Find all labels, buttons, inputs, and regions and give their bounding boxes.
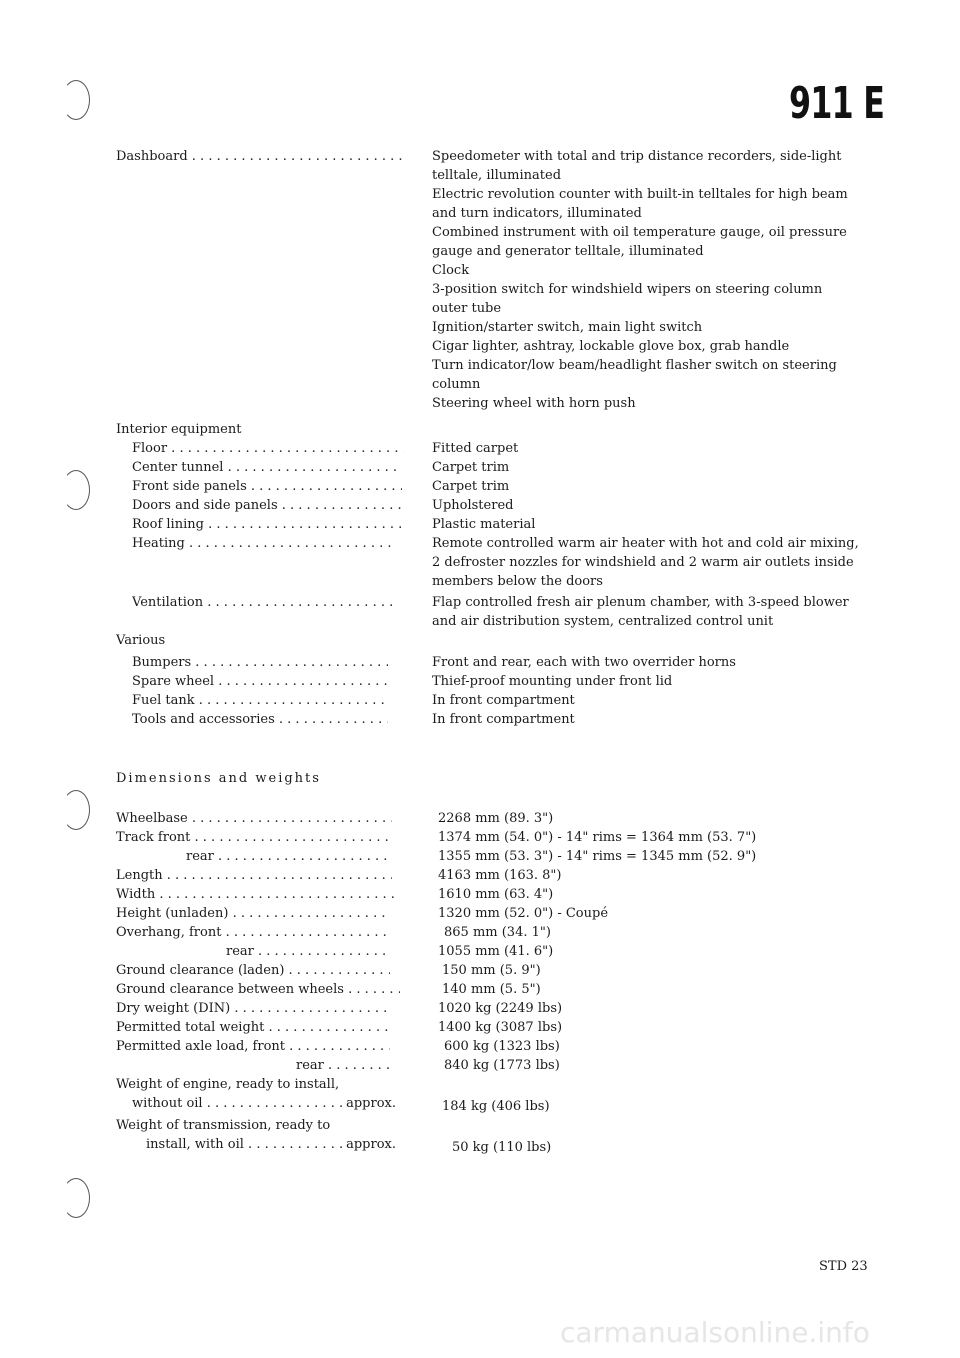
interior-item-floor-value: Fitted carpet xyxy=(432,441,519,456)
various-item-spare-wheel-value: Thief-proof mounting under front lid xyxy=(432,674,673,689)
dashboard-line: Turn indicator/low beam/headlight flasher switch on steering xyxy=(432,358,837,373)
axle-rear-label: rear . . . xyxy=(296,1057,390,1075)
interior-item-doors-value: Upholstered xyxy=(432,498,514,513)
binder-hole-1 xyxy=(62,80,90,120)
trans-weight-value: 50 kg (110 lbs) xyxy=(452,1140,552,1155)
track-rear-value: 1355 mm (53. 3") - 14" rims = 1345 mm (52. 9") xyxy=(438,849,757,864)
dimensions-heading: Dimensions and weights xyxy=(116,771,321,786)
dashboard-label: Dashboard . . . xyxy=(116,148,404,166)
track-front-label: Track front . . . xyxy=(116,829,392,847)
interior-item-roof-lining-label: Roof lining . . . xyxy=(132,516,402,534)
clearance-laden-value: 150 mm (5. 9") xyxy=(442,963,541,978)
various-heading: Various xyxy=(116,633,166,648)
engine-approx-label: approx. xyxy=(343,1095,396,1113)
model-title: 911 E xyxy=(789,78,885,129)
dashboard-line: and turn indicators, illuminated xyxy=(432,206,642,221)
dashboard-line: gauge and generator telltale, illuminated xyxy=(432,244,704,259)
dashboard-line: telltale, illuminated xyxy=(432,168,562,183)
dry-weight-label: Dry weight (DIN) . . . xyxy=(116,1000,390,1018)
dashboard-line: Clock xyxy=(432,263,470,278)
height-value: 1320 mm (52. 0") - Coupé xyxy=(438,906,609,921)
dashboard-line: Cigar lighter, ashtray, lockable glove box, grab handle xyxy=(432,339,790,354)
binder-hole-4 xyxy=(62,1178,90,1218)
interior-item-center-tunnel-value: Carpet trim xyxy=(432,460,510,475)
ventilation-line: and air distribution system, centralized control unit xyxy=(432,614,774,629)
dashboard-line: 3-position switch for windshield wipers on steering column xyxy=(432,282,823,297)
binder-hole-3 xyxy=(62,790,90,830)
trans-weight-label-cont: install, with oil approx. . . . xyxy=(146,1136,396,1154)
wheelbase-value: 2268 mm (89. 3") xyxy=(438,811,554,826)
engine-weight-label: Weight of engine, ready to install, xyxy=(116,1077,340,1092)
axle-front-label: Permitted axle load, front . . . xyxy=(116,1038,390,1056)
interior-item-center-tunnel-label: Center tunnel . . . xyxy=(132,459,402,477)
watermark: carmanualsonline.info xyxy=(560,1316,870,1349)
engine-weight-label-cont: without oil approx. . . . xyxy=(132,1095,396,1113)
heating-more-line: members below the doors xyxy=(432,574,603,589)
length-label: Length . . . xyxy=(116,867,392,885)
total-weight-label: Permitted total weight . . . xyxy=(116,1019,390,1037)
dashboard-line: outer tube xyxy=(432,301,502,316)
dashboard-line: Speedometer with total and trip distance recorders, side-light xyxy=(432,149,842,164)
dashboard-line: Steering wheel with horn push xyxy=(432,396,636,411)
interior-heading: Interior equipment xyxy=(116,422,242,437)
clearance-wheels-label: Ground clearance between wheels . . . xyxy=(116,981,400,999)
interior-item-floor-label: Floor . . . xyxy=(132,440,404,458)
various-item-fuel-tank-label: Fuel tank . . . xyxy=(132,692,388,710)
various-item-tools-label: Tools and accessories . . . xyxy=(132,711,388,729)
wheelbase-label: Wheelbase . . . xyxy=(116,810,392,828)
page-number: STD 23 xyxy=(819,1259,868,1274)
axle-front-value: 600 kg (1323 lbs) xyxy=(444,1039,560,1054)
trans-weight-label: Weight of transmission, ready to xyxy=(116,1118,331,1133)
ventilation-line: Flap controlled fresh air plenum chamber, with 3-speed blower xyxy=(432,595,849,610)
dry-weight-value: 1020 kg (2249 lbs) xyxy=(438,1001,563,1016)
length-value: 4163 mm (163. 8") xyxy=(438,868,562,883)
height-label: Height (unladen) . . . xyxy=(116,905,386,923)
interior-item-heating-value: Remote controlled warm air heater with hot and cold air mixing, xyxy=(432,536,859,551)
various-item-bumpers-value: Front and rear, each with two overrider horns xyxy=(432,655,736,670)
dashboard-line: Combined instrument with oil temperature gauge, oil pressure xyxy=(432,225,847,240)
interior-item-front-side-panels-label: Front side panels . . . xyxy=(132,478,402,496)
width-label: Width . . . xyxy=(116,886,394,904)
overhang-rear-label: rear . . . xyxy=(226,943,390,961)
various-item-bumpers-label: Bumpers . . . xyxy=(132,654,388,672)
track-rear-label: rear . . . xyxy=(186,848,388,866)
overhang-front-label: Overhang, front . . . xyxy=(116,924,390,942)
engine-weight-value: 184 kg (406 lbs) xyxy=(442,1099,550,1114)
interior-item-heating-label: Heating . . . xyxy=(132,535,392,553)
overhang-front-value: 865 mm (34. 1") xyxy=(444,925,551,940)
axle-rear-value: 840 kg (1773 lbs) xyxy=(444,1058,560,1073)
width-value: 1610 mm (63. 4") xyxy=(438,887,554,902)
various-item-tools-value: In front compartment xyxy=(432,712,575,727)
dashboard-line: Electric revolution counter with built-in telltales for high beam xyxy=(432,187,848,202)
overhang-rear-value: 1055 mm (41. 6") xyxy=(438,944,554,959)
interior-item-roof-lining-value: Plastic material xyxy=(432,517,536,532)
trans-approx-label: approx. xyxy=(343,1136,396,1154)
interior-item-doors-label: Doors and side panels . . . xyxy=(132,497,402,515)
various-item-spare-wheel-label: Spare wheel . . . xyxy=(132,673,388,691)
ventilation-label: Ventilation . . . xyxy=(132,594,392,612)
track-front-value: 1374 mm (54. 0") - 14" rims = 1364 mm (53. 7") xyxy=(438,830,757,845)
interior-item-front-side-panels-value: Carpet trim xyxy=(432,479,510,494)
clearance-laden-label: Ground clearance (laden) . . . xyxy=(116,962,390,980)
total-weight-value: 1400 kg (3087 lbs) xyxy=(438,1020,563,1035)
clearance-wheels-value: 140 mm (5. 5") xyxy=(442,982,541,997)
dashboard-line: column xyxy=(432,377,481,392)
heating-more-line: 2 defroster nozzles for windshield and 2 warm air outlets inside xyxy=(432,555,854,570)
dashboard-line: Ignition/starter switch, main light switch xyxy=(432,320,703,335)
binder-hole-2 xyxy=(62,470,90,510)
various-item-fuel-tank-value: In front compartment xyxy=(432,693,575,708)
